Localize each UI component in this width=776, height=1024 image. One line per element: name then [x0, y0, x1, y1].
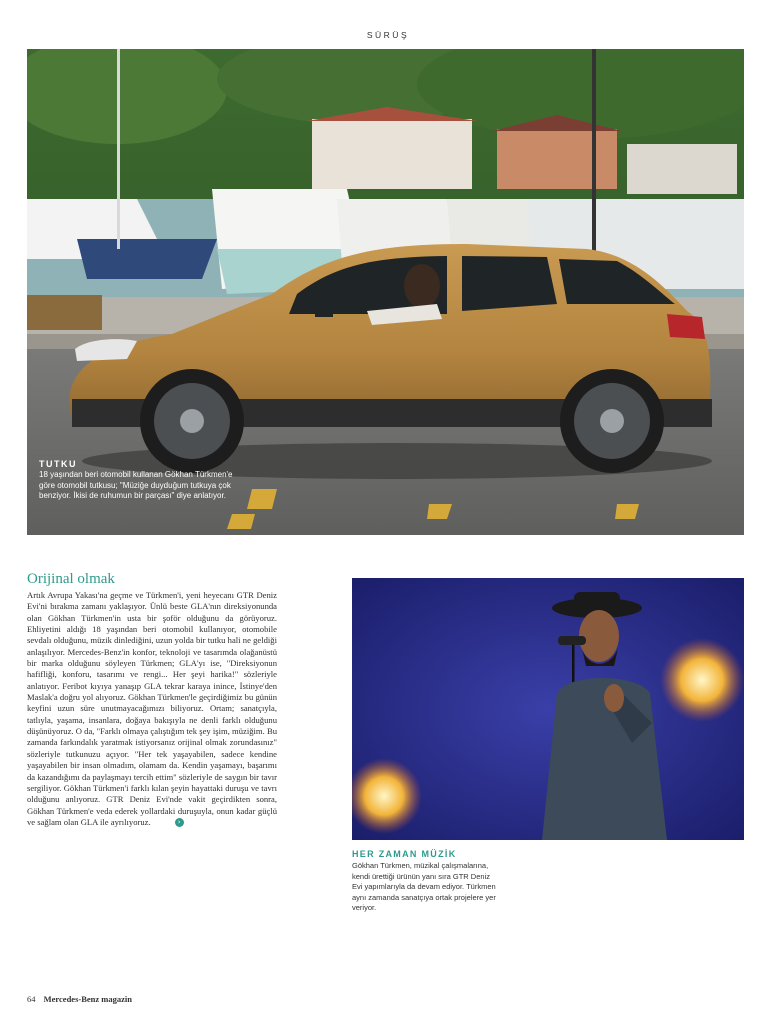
hero-caption-title: TUTKU	[39, 459, 77, 469]
hero-caption-text: 18 yaşından beri otomobil kullanan Gökhan Türkmen'e göre otomobil tutkusu; "Müziğe duyduğum tutkuya çok benziyor. İkisi de ruhumun bir parçası" diye anlatıyor.	[39, 470, 233, 500]
concert-caption	[352, 849, 502, 914]
article-body	[27, 590, 277, 828]
concert-photo-illustration	[352, 578, 744, 840]
page-footer	[27, 994, 132, 1004]
hero-caption	[39, 459, 249, 502]
arrow-right-circle-icon: ›	[175, 818, 184, 827]
page-number: 64	[27, 994, 36, 1004]
concert-caption-title: HER ZAMAN MÜZİK	[352, 849, 457, 859]
article-body-text: Artık Avrupa Yakası'na geçme ve Türkmen'i, yeni heyecanı GTR Deniz Evi'ni bırakma zamanı yaklaşıyor. Ünlü beste GLA'nın direksiyonunda olan Gökhan Türkmen'in usta bir şoför olduğunu da görüyoruz. Ehliyetini aldığı 18 yaşından beri otomobil kullanıyor, otomobile sevdalı olduğunu, müzik dinlediğini, uzun yolda bir tutku hali ne geldiği anlaşılıyor. Mercedes-Benz'in konfor, teknoloji ve tasarımda olağanüstü bir marka olduğunu söyleyen Türkmen; GLA'yı ise, "Direksiyonun hafifliği, konforu, tasarımı ve rengi... Her şeyi harika!" sözleriyle anlatıyor. Feribot kıyıya yanaşıp GLA tekrar karaya inince, İstinye'den Maslak'a doğru yol alıyoruz. Gökhan Türkmen'le geçirdiğimiz bu günün keyfini uzun süre unutmayacağımızı biliyoruz. Ortam; sanatçıyla, tatlıyla, yaşama, insanlara, doğaya bakışıyla ne denli farklı olduğunu düşünüyoruz. O da, "Farklı olmaya çalıştığım tek şey işim, müziğim. Bu zamanda farkındalık yaratmak istiyorsanız orijinal olmak zorundasınız" sözleriyle tutkunuzu açıyor. "Her tek yaşayabilen, sadece kendine yaşayabilen bir insan olmadım, olamam da. Kendin yaşamayı, başarımı da kazandığımı da paylaşmayı tercih ettim" sözleriyle de saygın bir tavır sergiliyor. Gökhan Türkmen'i farklı kılan şeyin hayattaki duruşu ve tavrı olduğunu anlıyoruz. GTR Deniz Evi'nde vakit geçirdikten sonra, Gökhan Türkmen'e veda ederek yollardaki duruşuyla, onun kadar güçlü ve sağlam olan GLA ile ayrılıyoruz.	[27, 590, 277, 827]
concert-photo	[352, 578, 744, 840]
concert-caption-text: Gökhan Türkmen, müzikal çalışmalarına, kendi ürettiği ürünün yanı sıra GTR Deniz Evi yapımlarıyla da devam ediyor. Türkmen aynı zamanda sanatçıya ortak projelere yer veriyor.	[352, 861, 496, 912]
section-label: SÜRÜŞ	[366, 30, 410, 40]
magazine-name: Mercedes-Benz magazin	[43, 994, 132, 1004]
article-title: Orijinal olmak	[27, 571, 115, 587]
hero-photo	[27, 49, 744, 535]
